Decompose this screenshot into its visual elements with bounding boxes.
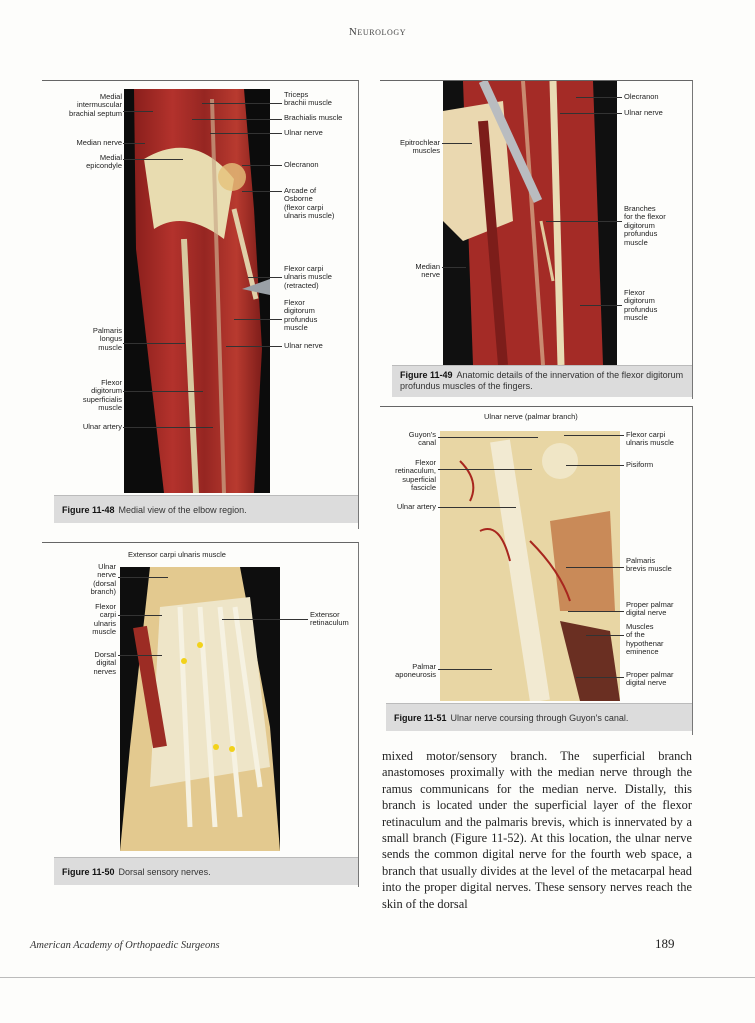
label-fcu-muscle: Flexor carpi ulnaris muscle <box>92 602 116 637</box>
label-guyons-canal: Guyon's canal <box>408 430 436 448</box>
label-proper-palmar-digital-nerve: Proper palmar digital nerve <box>626 600 674 618</box>
label-arcade-of-osborne: Arcade of Osborne (flexor carpi ulnaris muscle) <box>284 186 335 221</box>
leader-line <box>222 619 308 620</box>
leader-line <box>123 391 203 392</box>
label-pisiform: Pisiform <box>626 460 654 469</box>
leader-line <box>123 143 145 144</box>
leader-line <box>248 277 282 278</box>
leader-line <box>438 507 516 508</box>
label-ecu-muscle: Extensor carpi ulnaris muscle <box>128 550 226 559</box>
figure-number: Figure 11-50 <box>62 866 115 877</box>
leader-line <box>576 677 624 678</box>
label-ulnar-nerve: Ulnar nerve <box>624 108 663 117</box>
leader-line <box>580 305 622 306</box>
label-palmaris-longus: Palmaris longus muscle <box>92 326 122 352</box>
leader-line <box>566 465 624 466</box>
caption-text: Ulnar nerve coursing through Guyon's canal. <box>450 712 629 723</box>
figure-11-49-caption <box>392 365 692 397</box>
leader-line <box>123 343 185 344</box>
leader-line <box>442 143 472 144</box>
figure-number: Figure 11-49 <box>400 370 453 380</box>
label-ulnar-artery: Ulnar artery <box>396 502 436 511</box>
label-olecranon: Olecranon <box>624 92 659 101</box>
leader-line <box>123 159 183 160</box>
leader-line <box>576 97 622 98</box>
figure-11-49-photo <box>443 81 617 365</box>
leader-line <box>242 165 282 166</box>
label-palmar-aponeurosis: Palmar aponeurosis <box>395 662 436 680</box>
figure-number: Figure 11-48 <box>62 504 115 515</box>
figure-number: Figure 11-51 <box>394 712 447 723</box>
leader-line <box>192 119 282 120</box>
caption-text: Dorsal sensory nerves. <box>118 866 211 877</box>
label-flexor-retinaculum: Flexor retinaculum, superficial fascicle <box>395 458 436 493</box>
label-medial-epicondyle: Medial epicondyle <box>86 153 122 171</box>
leader-line <box>442 267 466 268</box>
leader-line <box>438 669 492 670</box>
figure-11-51 <box>380 406 693 735</box>
body-paragraph <box>382 748 692 912</box>
label-ulnar-nerve-top: Ulnar nerve <box>284 128 323 137</box>
label-fcu-muscle: Flexor carpi ulnaris muscle <box>626 430 674 448</box>
label-epitrochlear-muscles: Epitrochlear muscles <box>399 138 440 156</box>
label-medial-intermuscular-septum: Medial intermuscular brachial septum <box>69 92 122 118</box>
label-median-nerve: Median nerve <box>76 138 122 147</box>
leader-line <box>226 346 282 347</box>
label-proper-palmar-digital-nerve-2: Proper palmar digital nerve <box>626 670 674 688</box>
leader-line <box>118 615 162 616</box>
page-number: 189 <box>655 936 675 951</box>
leader-line <box>123 111 153 112</box>
footer-divider <box>0 977 755 978</box>
label-palmaris-brevis: Palmaris brevis muscle <box>626 556 672 574</box>
label-ulnar-nerve-palmar: Ulnar nerve (palmar branch) <box>484 412 578 421</box>
leader-line <box>242 191 282 192</box>
leader-line <box>586 635 624 636</box>
figure-11-49 <box>380 80 693 399</box>
label-hypothenar-muscles: Muscles of the hypothenar eminence <box>626 622 664 657</box>
label-fdp-muscle: Flexor digitorum profundus muscle <box>284 298 318 333</box>
label-fdp-muscle: Flexor digitorum profundus muscle <box>624 288 658 323</box>
figure-11-50-photo <box>120 567 280 851</box>
leader-line <box>438 469 532 470</box>
label-brachialis: Brachialis muscle <box>284 113 343 122</box>
figure-11-50 <box>42 542 359 887</box>
figure-11-48-caption <box>54 495 358 523</box>
label-fdp-branches: Branches for the flexor digitorum profundus muscle <box>624 204 666 247</box>
label-ulnar-nerve-dorsal: Ulnar nerve (dorsal branch) <box>90 562 116 597</box>
label-triceps: Triceps brachii muscle <box>284 90 332 108</box>
leader-line <box>202 103 282 104</box>
paragraph-text: mixed motor/sensory branch. The superficial branch anastomoses proximally with the median nerve through the ramus communicans for the median nerve. Distally, this branch is located under the superficial layer of the flexor retinaculum and the palmaris brevis, which is innervated by a small branch (Figure 11-52). At this location, the ulnar nerve sends the common digital nerve for the fourth web space, a branch that usually divides at the level of the metacarpal head into the proper digital nerves. These sensory nerves reach the skin of the dorsal <box>382 749 692 911</box>
figure-11-48-photo <box>124 89 270 493</box>
label-olecranon: Olecranon <box>284 160 319 169</box>
leader-line <box>234 319 282 320</box>
leader-line <box>560 113 622 114</box>
leader-line <box>568 611 624 612</box>
figure-11-48 <box>42 80 359 529</box>
figure-11-51-photo <box>440 431 620 701</box>
leader-line <box>210 133 282 134</box>
leader-line <box>564 435 624 436</box>
label-fcu-retracted: Flexor carpi ulnaris muscle (retracted) <box>284 264 332 290</box>
caption-text: Anatomic details of the innervation of the flexor digitorum profundus muscles of the fingers. <box>400 370 684 391</box>
figure-11-50-caption <box>54 857 358 885</box>
label-dorsal-digital-nerves: Dorsal digital nerves <box>93 650 116 676</box>
leader-line <box>566 567 624 568</box>
leader-line <box>118 655 162 656</box>
running-header: Neurology <box>348 26 407 38</box>
label-ulnar-artery: Ulnar artery <box>82 422 122 431</box>
leader-line <box>438 437 538 438</box>
label-fds-muscle: Flexor digitorum superficialis muscle <box>82 378 122 413</box>
caption-text: Medial view of the elbow region. <box>118 504 247 515</box>
footer-publisher: American Academy of Orthopaedic Surgeons <box>30 940 220 951</box>
label-extensor-retinaculum: Extensor retinaculum <box>310 610 349 628</box>
leader-line <box>118 577 168 578</box>
leader-line <box>546 221 622 222</box>
label-median-nerve: Median nerve <box>415 262 440 280</box>
label-ulnar-nerve-bottom: Ulnar nerve <box>284 341 323 350</box>
leader-line <box>123 427 213 428</box>
figure-11-51-caption <box>386 703 692 731</box>
